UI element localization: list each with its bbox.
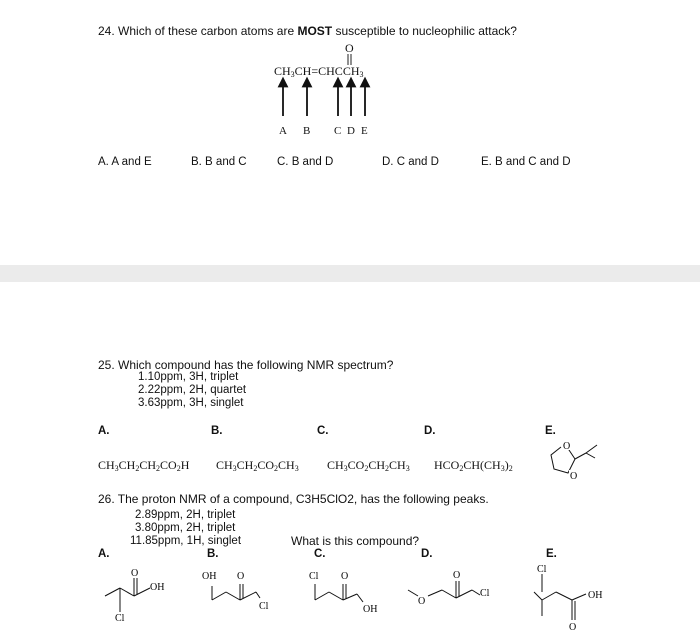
q26-structure-c[interactable] xyxy=(305,564,395,632)
attack-arrows xyxy=(270,76,390,118)
q26-d-carbonyl-oxygen: O xyxy=(453,570,461,581)
arrow-label-d: D xyxy=(347,125,355,137)
q26-d-chlorine: Cl xyxy=(480,588,490,599)
q26-a-hydroxyl: OH xyxy=(150,582,165,593)
q25-compound-c[interactable]: $CH_3CO_2CH_2CH_3$ xyxy=(327,458,410,473)
q26-option-d-letter[interactable]: D. xyxy=(421,548,433,560)
option-e[interactable]: E. B and C and D xyxy=(481,156,571,168)
molecule-formula: $CH_3CH=CHCCH_3$ xyxy=(274,64,364,79)
q26-c-oxygen: O xyxy=(341,571,349,582)
q26-option-e-letter[interactable]: E. xyxy=(546,548,557,560)
q25-peak-3: 3.63ppm, 3H, singlet xyxy=(138,397,244,409)
question-number: 24. xyxy=(98,24,115,38)
arrow-label-a: A xyxy=(279,125,287,137)
arrow-label-c: C xyxy=(334,125,342,137)
q26-b-oxygen: O xyxy=(237,571,245,582)
question-text-part: Which of these carbon atoms are xyxy=(118,24,295,38)
question-24-card xyxy=(0,0,700,265)
q26-e-chlorine: Cl xyxy=(537,564,547,575)
q26-peak-3: 11.85ppm, 1H, singlet xyxy=(130,535,242,547)
q25-structure-e[interactable] xyxy=(543,436,613,488)
q26-e-hydroxyl: OH xyxy=(588,590,603,601)
emphasis-most: MOST xyxy=(297,24,333,38)
q25-option-d-letter[interactable]: D. xyxy=(424,425,436,437)
q25-compound-d[interactable]: $HCO_2CH(CH_3)_2$ xyxy=(434,458,513,473)
q25-peak-1: 1.10ppm, 3H, triplet xyxy=(138,371,239,383)
q26-structure-e[interactable] xyxy=(520,564,630,632)
q26-option-a-letter[interactable]: A. xyxy=(98,548,110,560)
q26-option-b-letter[interactable]: B. xyxy=(207,548,219,560)
arrow-label-e: E xyxy=(361,125,368,137)
question-25-26-card xyxy=(0,282,700,635)
option-a[interactable]: A. A and E xyxy=(98,156,152,168)
question-26-text: 26. The proton NMR of a compound, C3H5ClO2, has the following peaks. xyxy=(98,492,489,506)
q25-option-b-letter[interactable]: B. xyxy=(211,425,223,437)
q25-compound-a[interactable]: $CH_3CH_2CH_2CO_2H$ xyxy=(98,458,190,473)
question-text-part: susceptible to nucleophilic attack? xyxy=(335,24,517,38)
q25-option-c-letter[interactable]: C. xyxy=(317,425,329,437)
q26-d-ester-oxygen: O xyxy=(418,596,426,607)
q26-e-oxygen: O xyxy=(569,622,577,632)
q26-structure-a[interactable] xyxy=(100,564,190,632)
option-c[interactable]: C. B and D xyxy=(277,156,334,168)
q26-b-chlorine: Cl xyxy=(259,601,269,612)
q25-peak-2: 2.22ppm, 2H, quartet xyxy=(138,384,247,396)
q25-option-e-letter[interactable]: E. xyxy=(545,425,556,437)
q26-c-hydroxyl: OH xyxy=(363,604,378,615)
question-25-text: 25. Which compound has the following NMR spectrum? xyxy=(98,358,394,372)
q26-structure-d[interactable] xyxy=(400,564,510,632)
molecule-oxygen: O xyxy=(345,41,354,55)
question-24-text xyxy=(98,24,517,38)
q26-peak-1: 2.89ppm, 2H, triplet xyxy=(135,509,236,521)
q26-prompt: What is this compound? xyxy=(291,534,420,548)
q25-e-oxygen-bottom: O xyxy=(570,471,578,482)
arrow-label-b: B xyxy=(303,125,311,137)
q25-option-a-letter[interactable]: A. xyxy=(98,425,110,437)
q25-compound-b[interactable]: $CH_3CH_2CO_2CH_3$ xyxy=(216,458,299,473)
q26-a-chlorine: Cl xyxy=(115,613,125,624)
q26-option-c-letter[interactable]: C. xyxy=(314,548,326,560)
option-d[interactable]: D. C and D xyxy=(382,156,439,168)
q26-structure-b[interactable] xyxy=(200,564,290,632)
q26-c-chlorine: Cl xyxy=(309,571,319,582)
q25-e-oxygen-top: O xyxy=(563,441,571,452)
q26-a-oxygen: O xyxy=(131,568,139,579)
q26-b-hydroxyl: OH xyxy=(202,571,217,582)
option-b[interactable]: B. B and C xyxy=(191,156,247,168)
q26-peak-2: 3.80ppm, 2H, triplet xyxy=(135,522,236,534)
